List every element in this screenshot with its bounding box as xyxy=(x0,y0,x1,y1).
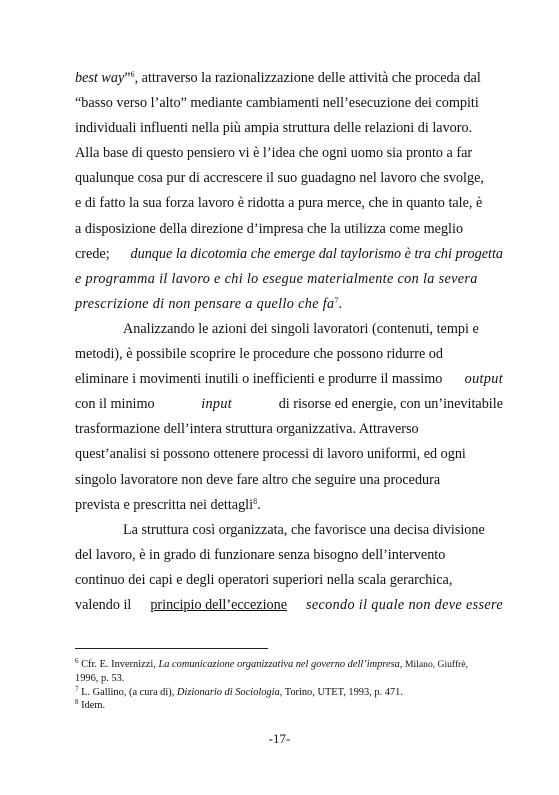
text-line: prescrizione di non pensare a quello che $fa^7$. xyxy=(75,295,343,312)
footnote-ref: 6 xyxy=(130,70,135,79)
italic-phrase: e programma il lavoro e chi lo esegue materialmente con la severa xyxy=(75,270,478,287)
text-line: “basso verso l’alto” mediante cambiamenti nell’esecuzione dei compiti xyxy=(75,95,479,112)
text-line: a disposizione della direzione d’impresa che la utilizza come meglio xyxy=(75,220,464,237)
text-line: individuali influenti nella più ampia struttura delle relazioni di lavoro. xyxy=(75,120,473,137)
footnotes xyxy=(75,658,505,713)
italic-word: output xyxy=(464,371,503,388)
footnote-6-continued: 1996, p. 53. xyxy=(75,672,125,684)
body-text xyxy=(75,66,503,618)
text-line: valendo il principio dell’eccezione secondo il quale non deve essere xyxy=(75,593,503,618)
text-line: Alla base di questo pensiero vi è l’idea che ogni uomo sia pronto a far xyxy=(75,145,473,162)
italic-phrase: dunque la dicotomia che emerge dal taylorismo è tra chi progetta xyxy=(130,245,503,262)
footnote-6: $^6$ Cfr. E. Invernizzi, La comunicazione organizzativa nel governo dell’impresa, Milano, Giuffrè, xyxy=(75,657,468,670)
text-line: best way”$^6$, attraverso la razionalizzazione delle attività che proceda dal xyxy=(75,70,481,86)
footnote-separator xyxy=(75,648,268,649)
footnote-7: $^7$ L. Gallino, (a cura di), Dizionario di Sociologia, Torino, UTET, 1993, p. 471. xyxy=(75,684,403,698)
text-line: e di fatto la sua forza lavoro è ridotta a pura merce, che in quanto tale, è xyxy=(75,195,483,212)
text-line: qualunque cosa pur di accrescere il suo guadagno nel lavoro che svolge, xyxy=(75,170,484,187)
italic-phrase: secondo il quale non deve essere xyxy=(305,596,503,613)
text-line: quest’analisi si possono ottenere processi di lavoro uniformi, ed ogni xyxy=(75,446,466,463)
text-line: continuo dei capi e degli operatori superiori nella scala gerarchica, xyxy=(75,571,453,588)
text-line: trasformazione dell’intera struttura organizzativa. Attraverso xyxy=(75,421,419,438)
italic-word: input xyxy=(201,396,233,413)
text-line: del lavoro, è in grado di funzionare senza bisogno dell’intervento xyxy=(75,546,446,563)
text-line xyxy=(75,267,503,292)
italic-phrase: prescrizione di non pensare a quello che fa xyxy=(75,295,335,312)
page-number: -17- xyxy=(268,731,291,746)
italic-phrase: best way xyxy=(75,70,125,86)
text-line: crede; dunque la dicotomia che emerge dal taylorismo è tra chi progetta xyxy=(75,242,503,267)
text-line: eliminare i movimenti inutili o inefficienti e produrre il massimo output xyxy=(75,367,503,392)
footnote-8: $^8$ Idem. xyxy=(75,698,106,712)
text-line: singolo lavoratore non deve fare altro che seguire una procedura xyxy=(75,471,441,488)
underlined-phrase: principio dell’eccezione xyxy=(150,596,287,613)
text-line: La struttura così organizzata, che favorisce una decisa divisione xyxy=(123,521,485,538)
text-line: prevista e prescritta nei dettagli$^8$. xyxy=(75,496,261,513)
footnote-ref: 8 xyxy=(253,496,258,506)
text-line: metodi), è possibile scoprire le procedure che possono ridurre od xyxy=(75,346,443,363)
text-line: con il minimo input di risorse ed energie, con un’inevitabile xyxy=(75,392,503,417)
text-line: Analizzando le azioni dei singoli lavoratori (contenuti, tempi e xyxy=(123,320,479,337)
footnote-ref: 7 xyxy=(334,295,339,305)
